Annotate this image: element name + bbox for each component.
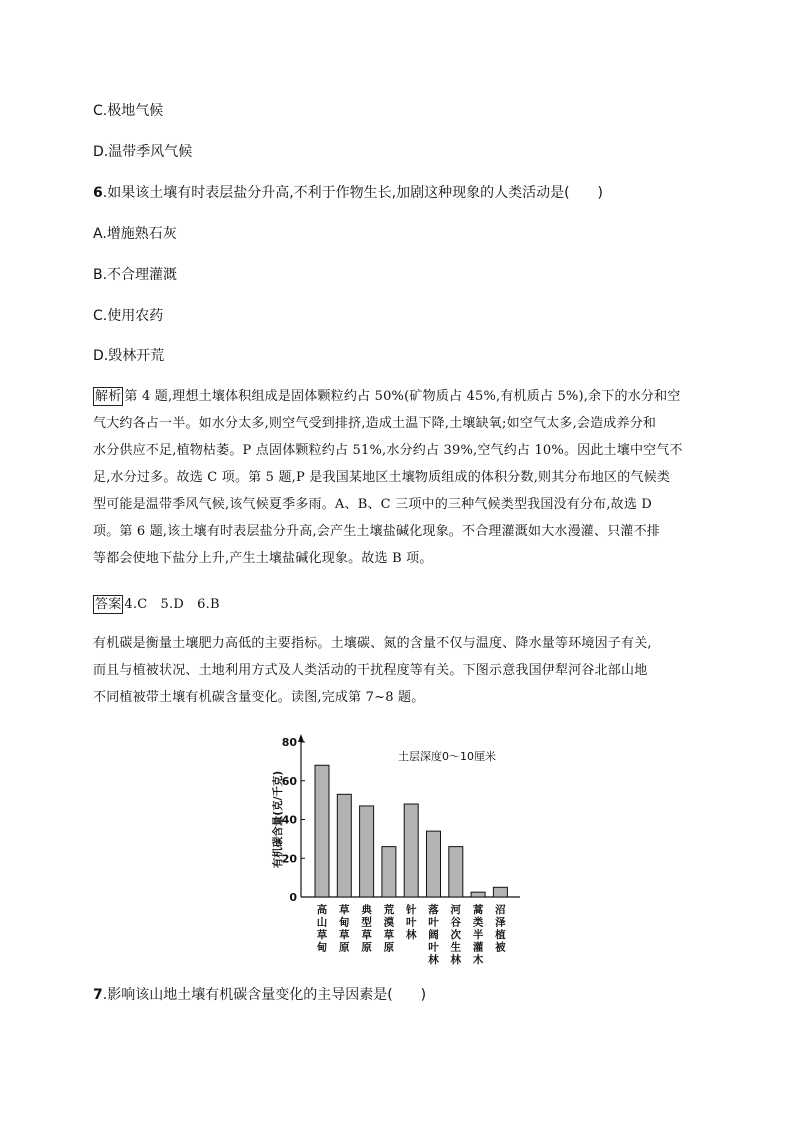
category-label-char: 典 [361, 904, 372, 916]
analysis-line: 水分供应不足,植物枯萎。P 点固体颗粒约占 51%,水分约占 39%,空气约占 10%。因此土壤中空气不 [93, 443, 683, 458]
category-label-char: 甸 [316, 941, 328, 954]
bar [471, 892, 485, 897]
category-label-char: 原 [361, 941, 372, 954]
category-label-char: 阔 [428, 929, 439, 941]
category-label-char: 落 [428, 904, 439, 916]
category-label-char: 草 [361, 929, 372, 941]
option-d-q6: D.毁林开荒 [93, 348, 165, 364]
category-label-char: 叶 [405, 916, 417, 929]
option-d-q5: D.温带季风气候 [93, 144, 193, 160]
question-6 [93, 183, 603, 203]
question-7 [93, 985, 426, 1005]
intro-line: 有机碳是衡量土壤肥力高低的主要指标。土壤碳、氮的含量不仅与温度、降水量等环境因子有关, [93, 636, 652, 651]
analysis-line: 足,水分过多。故选 C 项。第 5 题,P 是我国某地区土壤物质组成的体积分数,则其分布地区的气候类 [93, 470, 671, 485]
category-label-char: 甸 [339, 916, 350, 929]
chart-bars [315, 765, 507, 897]
category-label-char: 沼 [495, 904, 506, 916]
category-label-char: 叶 [428, 941, 439, 954]
category-label-char: 叶 [428, 916, 439, 929]
analysis-line: 型可能是温带季风气候,该气候夏季多雨。A、B、C 三项中的三种气候类型我国没有分布,故选 D [93, 497, 653, 512]
intro-line: 而且与植被状况、土地利用方式及人类活动的干扰程度等有关。下图示意我国伊犁河谷北部山地 [93, 663, 648, 678]
intro-line: 不同植被带土壤有机碳含量变化。读图,完成第 7~8 题。 [93, 690, 425, 705]
category-label-char: 荒 [383, 904, 395, 916]
y-tick-label: 60 [281, 774, 297, 788]
analysis-tag: 解析 [95, 389, 122, 404]
bar [427, 831, 441, 897]
category-label-char: 草 [339, 929, 350, 941]
answer-tag: 答案 [95, 597, 122, 612]
category-label-char: 河 [450, 904, 462, 916]
organic-carbon-bar-chart [268, 730, 528, 970]
y-axis-arrow [298, 734, 304, 742]
category-label-char: 草 [383, 929, 395, 941]
option-c-q6: C.使用农药 [93, 308, 164, 324]
category-label-char: 生 [450, 941, 462, 954]
category-label-char: 谷 [450, 916, 462, 929]
chart-title: 土层深度0～10厘米 [398, 750, 496, 763]
category-label-char: 高 [316, 904, 328, 916]
option-a-q6: A.增施熟石灰 [93, 226, 177, 242]
y-tick-label: 20 [281, 852, 297, 866]
category-label-char: 草 [339, 904, 350, 916]
category-label-char: 林 [405, 929, 417, 941]
category-label-char: 针 [405, 904, 417, 916]
category-label-char: 草 [316, 929, 328, 941]
analysis-line: 项。第 6 题,该土壤有时表层盐分升高,会产生土壤盐碱化现象。不合理灌溉如大水漫灌、只灌不排 [93, 524, 661, 539]
category-label-char: 漠 [383, 916, 395, 929]
category-label-char: 半 [472, 929, 484, 941]
category-label-char: 林 [450, 954, 462, 966]
analysis-block [93, 383, 708, 572]
category-label-char: 植 [495, 929, 506, 941]
analysis-line: 等都会使地下盐分上升,产生土壤盐碱化现象。故选 B 项。 [93, 551, 433, 566]
category-label-char: 次 [450, 929, 462, 941]
analysis-line: 气大约各占一半。如水分太多,则空气受到排挤,造成土温下降,土壤缺氧;如空气太多,会造成养分和 [93, 416, 657, 431]
y-tick-label: 0 [289, 891, 297, 904]
category-label-char: 型 [361, 916, 372, 929]
bar [493, 887, 507, 897]
analysis-text: 第 4 题,理想土壤体积组成是固体颗粒约占 50%(矿物质占 45%,有机质占 5%),余下的水分和空 [124, 389, 681, 404]
category-label-char: 灌 [472, 941, 484, 954]
bar [315, 765, 329, 897]
y-axis-label: 有机碳含量(克/千克) [272, 770, 284, 869]
category-label-char: 山 [316, 916, 328, 929]
analysis-line [93, 383, 708, 410]
answer-text: 4.C 5.D 6.B [124, 597, 220, 612]
category-label-char: 蒿 [472, 904, 484, 916]
bar [360, 806, 374, 897]
category-label-char: 类 [472, 916, 484, 929]
question-7-stem: .影响该山地土壤有机碳含量变化的主导因素是( ) [102, 987, 427, 1003]
category-label-char: 原 [339, 941, 350, 954]
category-label-char: 原 [383, 941, 395, 954]
question-6-number: 6 [93, 185, 103, 201]
option-b-q6: B.不合理灌溉 [93, 267, 178, 283]
option-c-q5: C.极地气候 [93, 103, 164, 119]
question-6-stem: .如果该土壤有时表层盐分升高,不利于作物生长,加剧这种现象的人类活动是( ) [102, 185, 604, 201]
bar [449, 847, 463, 897]
question-7-number: 7 [93, 987, 103, 1003]
y-tick-label: 80 [281, 736, 297, 749]
category-label-char: 林 [428, 954, 439, 966]
bar [382, 847, 396, 897]
category-label-char: 泽 [495, 916, 506, 929]
intro-block [93, 630, 708, 711]
bar [404, 804, 418, 897]
y-tick-label: 40 [281, 813, 297, 827]
answer-line [93, 591, 708, 618]
bar [337, 794, 351, 897]
category-label-char: 被 [495, 941, 506, 954]
category-label-char: 木 [472, 954, 484, 966]
